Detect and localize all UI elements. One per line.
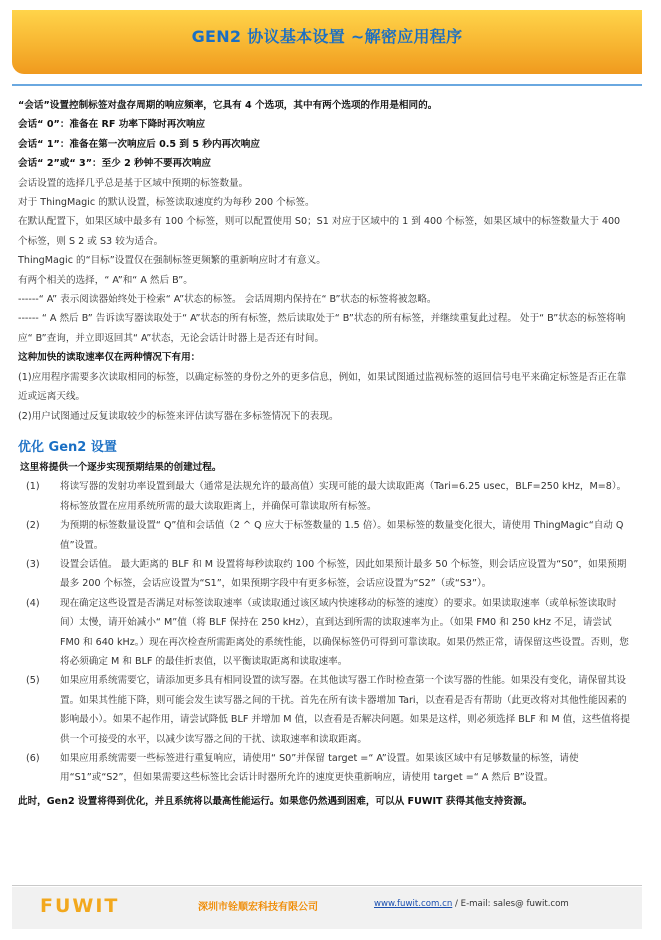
list-number: (1) — [26, 481, 40, 493]
list-item — [18, 555, 630, 594]
list-text: 为预期的标签数量设置“ Q”值和会话值（2 ^ Q 应大于标签数量的 1.5 倍）。如果标签的数量变化很大，请使用 ThingMagic“自动 Q 值”设置。 — [60, 520, 624, 551]
paragraph: 在默认配置下，如果区域中最多有 100 个标签，则可以配置使用 S0；S1 对应于区域中的 1 到 400 个标签，如果区域中的标签数量大于 400 个标签，则 S 2 或 S3 较为适合。 — [18, 216, 621, 247]
session-0: 会话“ 0”：准备在 RF 功率下降时再次响应 — [18, 119, 206, 131]
list-number: (5) — [26, 675, 40, 687]
list-item — [18, 749, 630, 788]
list-text: 如果应用系统需要一些标签进行重复响应，请使用“ S0”并保留 target =“ A”设置。如果该区域中有足够数量的标签，请使用“S1”或“S2”，但如果需要这些标签比会话计时器所允许的速度更快重新响应，请使用 target =“ A 然后 B”设置。 — [60, 753, 579, 784]
paragraph: ------“ A” 表示阅读器始终处于检索“ A”状态的标签。 会话周期内保持在“ B”状态的标签将被忽略。 — [18, 294, 437, 306]
list-text: 设置会话值。 最大距离的 BLF 和 M 设置将每秒读取约 100 个标签，因此如果预计最多 50 个标签，则会话应设置为“S0”，如果预期最多 200 个标签，会话应设置为“S1”，如果预期字段中有更多标签，会话应设置为“S2”（或“S3”）。 — [60, 558, 627, 590]
list-number: (3) — [26, 558, 40, 570]
list-number: (4) — [26, 597, 40, 609]
paragraph: ThingMagic 的“目标”设置仅在强制标签更频繁的重新响应时才有意义。 — [18, 255, 326, 267]
paragraph-bold: 这种加快的读取速率仅在两种情况下有用： — [18, 352, 201, 364]
list-item — [18, 477, 630, 516]
conclusion: 此时，Gen2 设置将得到优化，并且系统将以最高性能运行。如果您仍然遇到困难，可以从 FUWIT 获得其他支持资源。 — [18, 795, 533, 807]
list-number: (6) — [26, 753, 40, 764]
page-title: GEN2 协议基本设置 ~解密应用程序 — [191, 27, 463, 46]
intro-lead: “会话”设置控制标签对盘存周期的响应频率，它具有 4 个选项，其中有两个选项的作用是相同的。 — [18, 100, 438, 111]
divider — [12, 84, 642, 86]
session-1: 会话“ 1”：准备在第一次响应后 0.5 到 5 秒内再次响应 — [18, 138, 260, 150]
fuwit-logo: FUWIT — [40, 895, 120, 917]
footer-divider — [12, 885, 642, 886]
list-text: 现在确定这些设置是否满足对标签读取速率（或读取通过该区域内快速移动的标签的速度）的要求。如果读取速率（或单标签读取时间）太慢，请开始减小“ M”值（将 BLF 保持在 250 kHz），直到达到所需的读取速率为止。（如果 FM0 和 250 kHz 不足，请尝试 FM0 和 640 kHz。）现在再次检查所需距离处的系统性能，以确保标签仍可得到可靠读取。如果仍然正常，请保留这些设置。否则，您将必须确定 M 和 BLF 的最佳折衷值，以平衡读取距离和读取速率。 — [60, 597, 629, 667]
paragraph: (2)用户试图通过反复读取较少的标签来评估读写器在多标签情况下的表现。 — [18, 410, 339, 422]
list-text: 将读写器的发射功率设置到最大（通常是法规允许的最高值）实现可能的最大读取距离（Tari=6.25 usec，BLF=250 kHz，M=8）。将标签放置在应用系统所需的最大读取距离上，并确保可靠读取所有标签。 — [60, 481, 627, 512]
section-heading: 优化 Gen2 设置 — [18, 439, 117, 455]
list-item — [18, 516, 630, 555]
paragraph: 有两个相关的选择，“ A”和“ A 然后 B”。 — [18, 274, 193, 286]
section-subheading: 这里将提供一个逐步实现预期结果的创建过程。 — [20, 461, 222, 473]
contact-separator: / — [455, 899, 458, 909]
website-link[interactable]: www.fuwit.com.cn — [374, 899, 453, 909]
header-banner — [12, 10, 642, 74]
list-item — [18, 594, 630, 672]
list-item — [18, 671, 630, 749]
contact-info — [374, 899, 569, 909]
paragraph: ------ “ A 然后 B” 告诉读写器读取处于“ A”状态的所有标签，然后读取处于“ B”状态的所有标签，并继续重复此过程。 处于“ B”状态的标签将响应“ B”查询，并立即返回其“ A”状态，无论会话计时器上是否还有时间。 — [18, 313, 626, 344]
footer — [12, 885, 642, 933]
email-text: E-mail: sales@ fuwit.com — [460, 899, 569, 909]
session-2-3: 会话“ 2”或“ 3”：至少 2 秒钟不要再次响应 — [18, 158, 211, 170]
company-name: 深圳市铨顺宏科技有限公司 — [198, 902, 318, 913]
paragraph: 对于 ThingMagic 的默认设置，标签读取速度约为每秒 200 个标签。 — [18, 197, 315, 209]
paragraph: 会话设置的选择几乎总是基于区域中预期的标签数量。 — [18, 177, 249, 189]
list-text: 如果应用系统需要它，请添加更多具有相同设置的读写器。在其他读写器工作时检查第一个读写器的性能。如果没有变化，请保留其设置。如果其性能下降，则可能会发生读写器之间的干扰。首先在所有读卡器增加 Tari，以查看是否有帮助（此更改将对其他性能因素的影响最小）。如果不起作用，请尝试降低 BLF 并增加 M 值，以查看是否解决问题。如果是这样，则必须选择 BLF 和 M 值，这些值将提供一个可接受的水平，以减少读写器之间的干扰、读取速率和读取距离。 — [60, 675, 630, 745]
list-number: (2) — [26, 520, 40, 532]
document-body — [18, 96, 630, 811]
paragraph: (1)应用程序需要多次读取相同的标签，以确定标签的身份之外的更多信息，例如，如果试图通过监视标签的返回信号电平来确定标签是否正在靠近或远离天线。 — [18, 371, 627, 403]
